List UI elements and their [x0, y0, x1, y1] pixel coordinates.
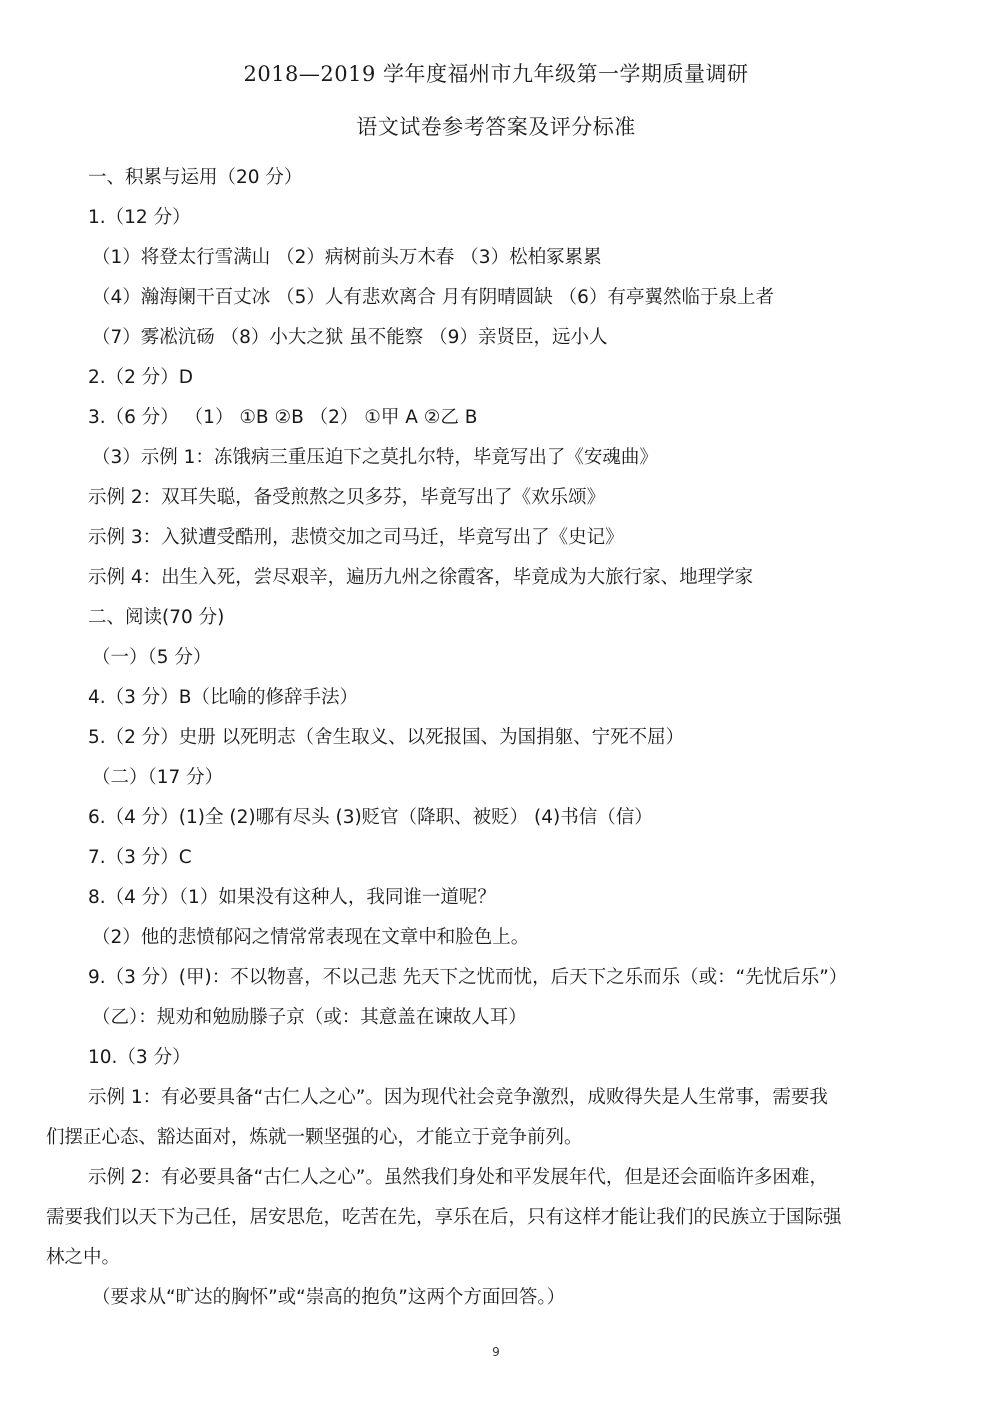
- answer-line: （乙）：规劝和勉励滕子京（或：其意盖在谏故人耳）: [92, 1007, 527, 1028]
- answer-line: （3）示例 1：冻饿病三重压迫下之莫扎尔特，毕竟写出了《安魂曲》: [92, 447, 658, 468]
- question-line: 9.（3 分）(甲)：不以物喜，不以己悲 先天下之忧而忧，后天下之乐而乐（或：“先忧后乐”）: [88, 967, 848, 988]
- question-line: 1.（12 分）: [88, 207, 191, 228]
- question-line: 3.（6 分） （1） ①B ②B （2） ①甲 A ②乙 B: [88, 407, 478, 428]
- answer-paragraph-line: 林之中。: [46, 1247, 121, 1268]
- answer-line: （1）将登太行雪满山 （2）病树前头万木春 （3）松柏冢累累: [92, 247, 602, 268]
- page-number: 9: [492, 1345, 500, 1359]
- answer-line: 示例 3：入狱遭受酷刑，悲愤交加之司马迁，毕竟写出了《史记》: [88, 527, 624, 548]
- subsection-heading: （二）（17 分）: [92, 767, 224, 788]
- question-line: 10.（3 分）: [88, 1047, 191, 1068]
- section-heading: 一、积累与运用（20 分）: [88, 167, 303, 188]
- question-line: 5.（2 分）史册 以死明志（舍生取义、以死报国、为国捐躯、宁死不屈）: [88, 727, 685, 748]
- answer-paragraph-line: 示例 1：有必要具备“古仁人之心”。因为现代社会竞争激烈，成败得失是人生常事，需要我: [88, 1087, 828, 1108]
- answer-paragraph-line: 需要我们以天下为己任，居安思危，吃苦在先，享乐在后，只有这样才能让我们的民族立于国际强: [46, 1207, 842, 1228]
- question-line: 8.（4 分）（1）如果没有这种人，我同谁一道呢？: [88, 887, 496, 908]
- question-line: 4.（3 分）B（比喻的修辞手法）: [88, 687, 358, 708]
- question-line: 2.（2 分）D: [88, 367, 194, 388]
- answer-line: 示例 2：双耳失聪，备受煎熬之贝多芬，毕竟写出了《欢乐颂》: [88, 487, 606, 508]
- answer-line: （4）瀚海阑干百丈冰 （5）人有悲欢离合 月有阴晴圆缺 （6）有亭翼然临于泉上者: [92, 287, 774, 308]
- answer-line: （7）雾凇沆砀 （8）小大之狱 虽不能察 （9）亲贤臣，远小人: [92, 327, 608, 348]
- answer-paragraph-line: 示例 2：有必要具备“古仁人之心”。虽然我们身处和平发展年代，但是还会面临许多困难，: [88, 1167, 828, 1188]
- answer-line: 示例 4：出生入死，尝尽艰辛，遍历九州之徐霞客，毕竟成为大旅行家、地理学家: [88, 567, 754, 588]
- document-title: 2018—2019 学年度福州市九年级第一学期质量调研: [243, 62, 749, 86]
- document-subtitle: 语文试卷参考答案及评分标准: [356, 115, 636, 139]
- question-line: 7.（3 分）C: [88, 847, 192, 868]
- subsection-heading: （一）（5 分）: [92, 647, 212, 668]
- answer-paragraph-line: 们摆正心态、豁达面对，炼就一颗坚强的心，才能立于竞争前列。: [46, 1127, 583, 1148]
- question-line: 6.（4 分）(1)全 (2)哪有尽头 (3)贬官（降职、被贬） (4)书信（信）: [88, 807, 653, 828]
- scoring-note: （要求从“旷达的胸怀”或“崇高的抱负”这两个方面回答。）: [92, 1287, 566, 1308]
- answer-line: （2）他的悲愤郁闷之情常常表现在文章中和脸色上。: [92, 927, 530, 948]
- section-heading: 二、阅读(70 分): [88, 607, 225, 628]
